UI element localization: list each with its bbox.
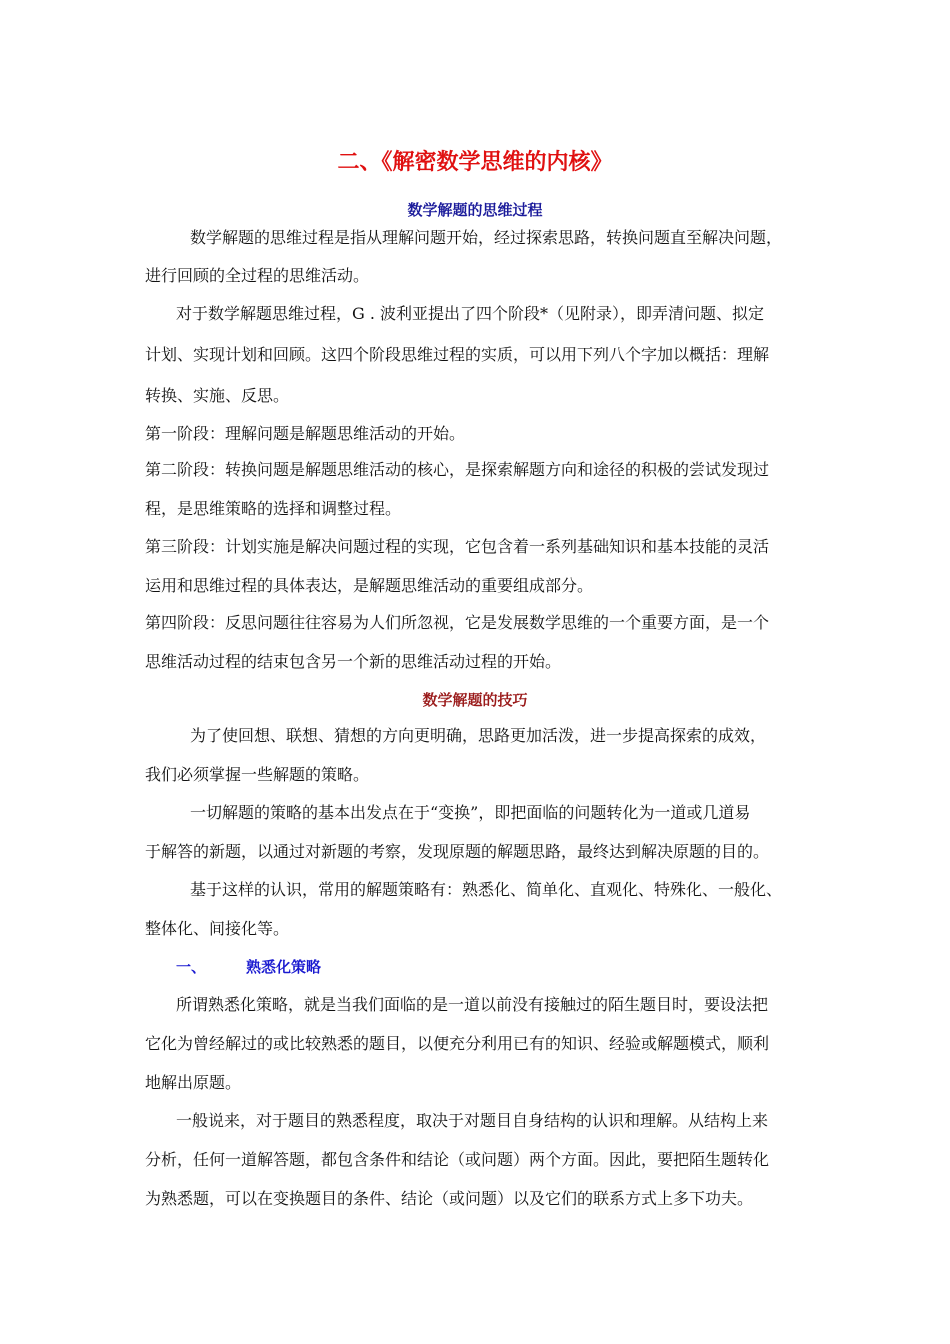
paragraph-line: 计划、实现计划和回顾。这四个阶段思维过程的实质，可以用下列八个字加以概括：理解 bbox=[145, 345, 770, 364]
paragraph-line: 程，是思维策略的选择和调整过程。 bbox=[145, 499, 402, 518]
paragraph-line: 进行回顾的全过程的思维活动。 bbox=[145, 266, 370, 285]
section-heading-techniques: 数学解题的技巧 bbox=[422, 691, 528, 709]
paragraph-line: 于解答的新题，以通过对新题的考察，发现原题的解题思路，最终达到解决原题的目的。 bbox=[145, 842, 770, 861]
paragraph-line: 分析，任何一道解答题，都包含条件和结论（或问题）两个方面。因此，要把陌生题转化 bbox=[145, 1150, 770, 1169]
paragraph-line: 所谓熟悉化策略，就是当我们面临的是一道以前没有接触过的陌生题目时，要设法把 bbox=[176, 995, 769, 1014]
paragraph-line: 整体化、间接化等。 bbox=[145, 919, 290, 938]
subsection-number: 一、 bbox=[176, 958, 207, 976]
paragraph-line: 数学解题的思维过程是指从理解问题开始，经过探索思路，转换问题直至解决问题， bbox=[190, 228, 783, 247]
document-title: 二、《解密数学思维的内核》 bbox=[337, 149, 613, 175]
paragraph-line: 第四阶段：反思问题往往容易为人们所忽视，它是发展数学思维的一个重要方面，是一个 bbox=[145, 613, 770, 632]
paragraph-line: 对于数学解题思维过程，G . 波利亚提出了四个阶段*（见附录），即弄清问题、拟定 bbox=[176, 304, 765, 323]
paragraph-line: 为了使回想、联想、猜想的方向更明确，思路更加活泼，进一步提高探索的成效， bbox=[190, 726, 767, 745]
paragraph-line: 一切解题的策略的基本出发点在于“变换”，即把面临的问题转化为一道或几道易 bbox=[190, 803, 751, 822]
paragraph-line: 第二阶段：转换问题是解题思维活动的核心，是探索解题方向和途径的积极的尝试发现过 bbox=[145, 460, 770, 479]
paragraph-line: 为熟悉题，可以在变换题目的条件、结论（或问题）以及它们的联系方式上多下功夫。 bbox=[145, 1189, 754, 1208]
paragraph-line: 思维活动过程的结束包含另一个新的思维活动过程的开始。 bbox=[145, 652, 562, 671]
paragraph-line: 转换、实施、反思。 bbox=[145, 386, 290, 405]
subsection-heading-familiarization bbox=[176, 957, 856, 977]
subsection-title: 熟悉化策略 bbox=[246, 958, 322, 976]
paragraph-line: 第一阶段：理解问题是解题思维活动的开始。 bbox=[145, 424, 466, 443]
paragraph-line: 第三阶段：计划实施是解决问题过程的实现，它包含着一系列基础知识和基本技能的灵活 bbox=[145, 537, 770, 556]
paragraph-line: 基于这样的认识，常用的解题策略有：熟悉化、简单化、直观化、特殊化、一般化、 bbox=[190, 880, 783, 899]
paragraph-line: 地解出原题。 bbox=[145, 1073, 242, 1092]
section-heading-thinking-process: 数学解题的思维过程 bbox=[407, 201, 543, 219]
paragraph-line: 一般说来，对于题目的熟悉程度，取决于对题目自身结构的认识和理解。从结构上来 bbox=[176, 1111, 769, 1130]
paragraph-line: 它化为曾经解过的或比较熟悉的题目，以便充分利用已有的知识、经验或解题模式，顺利 bbox=[145, 1034, 770, 1053]
paragraph-line: 我们必须掌握一些解题的策略。 bbox=[145, 765, 370, 784]
paragraph-line: 运用和思维过程的具体表达，是解题思维活动的重要组成部分。 bbox=[145, 576, 594, 595]
